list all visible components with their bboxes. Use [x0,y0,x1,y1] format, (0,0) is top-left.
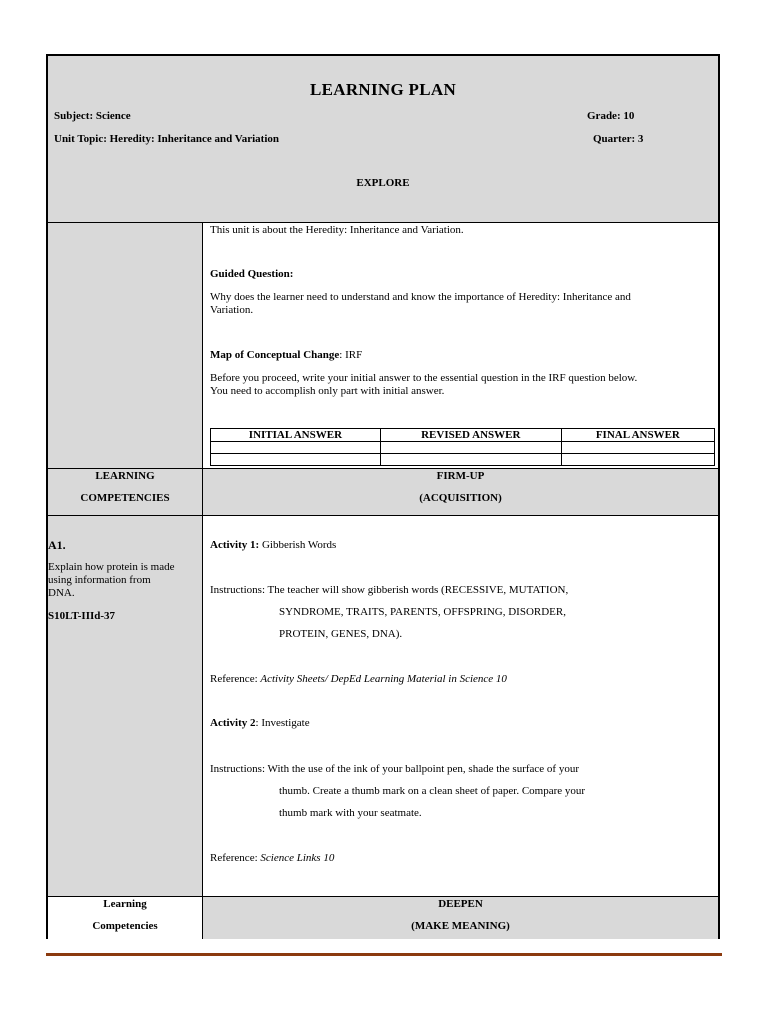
activity1-instruction-line1: Instructions: The teacher will show gibberish words (RECESSIVE, MUTATION, [210,584,569,596]
learning-plan-document [46,54,720,939]
section-explore: EXPLORE [356,177,410,189]
deepen-title: DEEPEN [438,898,483,910]
competencies-header-cell [48,469,203,515]
grade-label: Grade: 10 [587,110,635,122]
competency-line2: using information from [48,574,151,586]
activity1-instruction-line2: SYNDROME, TRAITS, PARENTS, OFFSPRING, DISORDER, [279,606,566,618]
activity2-title [210,716,310,730]
competency-cell [48,516,203,896]
guided-question-line2: Variation. [210,304,254,316]
activity2-instruction-line1: Instructions: With the use of the ink of your ballpoint pen, shade the surface of your [210,763,579,775]
subject-label: Subject: Science [54,110,131,122]
reference1 [210,672,507,686]
plan-header [48,56,718,223]
page-title: LEARNING PLAN [309,80,457,99]
irf-header-initial: INITIAL ANSWER [211,429,381,442]
irf-cell-initial[interactable] [211,442,381,454]
irf-cell-revised[interactable] [380,442,561,454]
activity2-instruction-line2: thumb. Create a thumb mark on a clean sheet of paper. Compare your [279,785,586,797]
activity1-label: Activity 1: [210,539,260,551]
guided-question-line1: Why does the learner need to understand and know the importance of Heredity: Inheritance and [210,291,631,303]
guided-question-label: Guided Question: [210,268,294,280]
firmup-header-row [48,469,718,516]
deepen-subtitle: (MAKE MEANING) [411,920,510,932]
reference2-value: Science Links 10 [260,852,335,864]
irf-header-final: FINAL ANSWER [561,429,714,442]
irf-cell-final[interactable] [561,442,714,454]
unit-topic-label: Unit Topic: Heredity: Inheritance and Variation [54,133,280,145]
deepen-header-row [48,897,718,939]
activity2-label: Activity 2 [210,717,256,729]
quarter-label: Quarter: 3 [593,133,644,145]
competencies-header-line1: LEARNING [95,470,155,482]
firmup-title: FIRM-UP [436,470,485,482]
reference1-label: Reference: [210,673,261,685]
before-line1: Before you proceed, write your initial answer to the essential question in the IRF question below. [210,372,638,384]
reference2 [210,851,334,865]
activity2-name: : Investigate [255,717,310,729]
competency-code: A1. [48,538,66,552]
map-label: Map of Conceptual Change [210,349,340,361]
explore-left-cell [48,223,203,468]
deepen-competencies-cell [48,897,203,939]
competency-id: S10LT-IIId-37 [48,610,116,622]
activity1-title [210,538,336,552]
reference1-value: Activity Sheets/ DepEd Learning Material in Science 10 [260,673,507,685]
firmup-activities-cell [203,516,718,896]
irf-cell-initial[interactable] [211,454,381,466]
activity1-name: Gibberish Words [259,539,337,551]
activity1-instruction-line3: PROTEIN, GENES, DNA). [279,628,403,640]
deepen-competencies-line1: Learning [103,898,147,910]
map-conceptual-change [210,348,362,362]
before-line2: You need to accomplish only part with initial answer. [210,385,445,397]
firmup-content-row [48,516,718,897]
reference2-label: Reference: [210,852,261,864]
unit-intro: This unit is about the Heredity: Inheritance and Variation. [210,224,464,236]
firmup-subtitle: (ACQUISITION) [419,492,502,504]
deepen-competencies-line2: Competencies [92,920,158,932]
competencies-header-line2: COMPETENCIES [80,492,170,504]
competency-line3: DNA. [48,587,75,599]
firmup-header-cell [203,469,718,515]
footer-rule [46,953,722,956]
irf-cell-final[interactable] [561,454,714,466]
explore-row [48,223,718,469]
activity2-instruction-line3: thumb mark with your seatmate. [279,807,422,819]
irf-header-revised: REVISED ANSWER [380,429,561,442]
competency-line1: Explain how protein is made [48,561,175,573]
map-value: : IRF [339,349,363,361]
irf-cell-revised[interactable] [380,454,561,466]
deepen-header-cell [203,897,718,939]
explore-content-cell [203,223,718,468]
irf-table [210,428,715,466]
